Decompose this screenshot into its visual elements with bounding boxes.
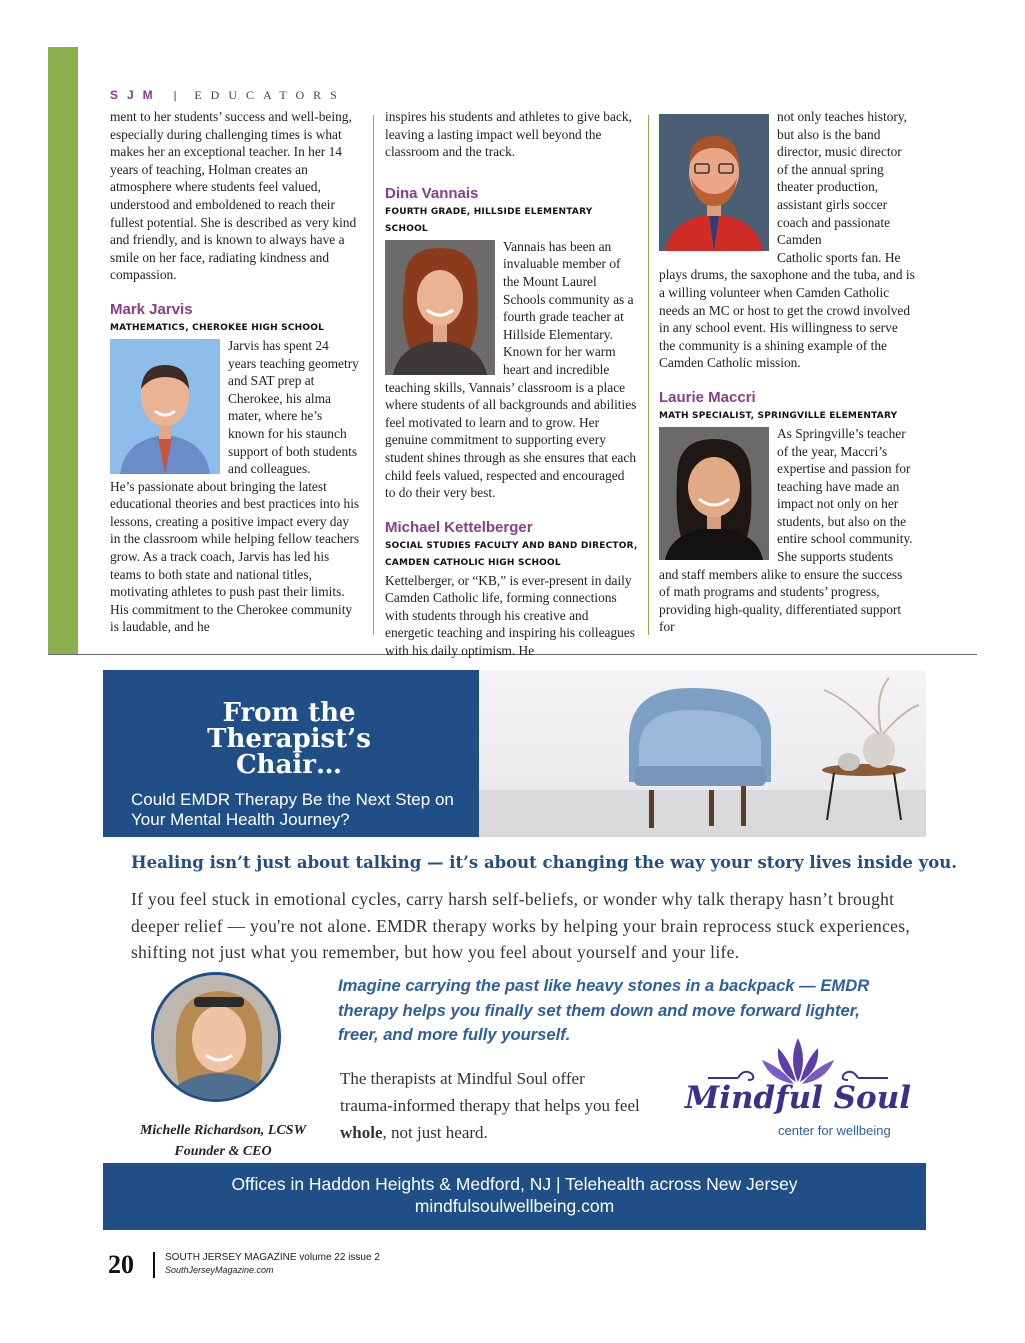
ad-body: If you feel stuck in emotional cycles, carry harsh self-beliefs, or wonder why talk therapy hasn’t brought deeper relief — you're not alone. EMDR therapy works by helping your brain reprocess stuck experiences, shifting not just what you remember, but how you feel about yourself and your life. xyxy=(131,889,911,962)
therapist-title: Founder & CEO xyxy=(174,1144,272,1159)
paragraph: Catholic sports fan. He plays drums, the saxophone and the tuba, and is a willing volunteer when Camden Catholic needs an MC or host to get the crowd involved in any school event. His willingness to serve the community is a shining example of the Camden Catholic mission. xyxy=(659,249,915,371)
magazine-url[interactable]: SouthJerseyMagazine.com xyxy=(165,1265,274,1275)
educator-name: Dina Vannais xyxy=(385,184,479,202)
paragraph: teaching skills, Vannais’ classroom is a place where students of all backgrounds and abilities feel motivated to learn and to grow. Her genuine commitment to supporting every student shines through as she ensures that each child feels valued, respected and encouraged to do their very best. xyxy=(385,379,637,501)
ad-emphasis: Imagine carrying the past like heavy stones in a backpack — EMDR therapy helps you finally set them down and move forward lighter, freer, and more fully yourself. xyxy=(338,976,870,1044)
paragraph: He’s passionate about bringing the latest educational theories and best practices into his lessons, creating a positive impact every day in the classroom while helping fellow teachers grow. As a track coach, Jarvis has led his teams to both state and national titles, motivating athletes to push past their limits. His commitment to the Cherokee community is laudable, and he xyxy=(110,478,360,635)
educator-name: Laurie Maccri xyxy=(659,388,756,406)
page-number: 20 xyxy=(108,1250,134,1279)
educator-role: FOURTH GRADE, HILLSIDE ELEMENTARY SCHOOL xyxy=(385,206,593,234)
educator-role: MATH SPECIALIST, SPRINGVILLE ELEMENTARY xyxy=(659,410,898,421)
website-link[interactable]: mindfulsoulwellbeing.com xyxy=(414,1196,615,1216)
logo-tagline: center for wellbeing xyxy=(778,1123,891,1138)
paragraph: As Springville’s teacher of the year, Maccri’s expertise and passion for teaching have made an impact not only on her students, but also on the entire school community. xyxy=(777,425,913,547)
section-label: EDUCATORS xyxy=(194,88,346,102)
ad-banner xyxy=(103,670,926,837)
brand-label: SJM xyxy=(110,88,162,102)
ad-subtitle: Could EMDR Therapy Be the Next Step on Your Mental Health Journey? xyxy=(131,790,454,829)
logo-wordmark: Mindful Soul xyxy=(684,1080,912,1116)
accent-bar xyxy=(48,47,78,655)
portrait-photo xyxy=(385,240,495,375)
educator-role: MATHEMATICS, CHEROKEE HIGH SCHOOL xyxy=(110,322,325,333)
paragraph: inspires his students and athletes to give back, leaving a lasting impact well beyond the classroom and the track. xyxy=(385,109,632,160)
paragraph: not only teaches history, but also is the band director, music director of the annual spring theater production, assistant girls soccer coach and passionate Camden xyxy=(777,109,908,248)
ad-footer xyxy=(103,1163,926,1230)
ad-quote-end: , not just heard. xyxy=(382,1123,488,1142)
paragraph: She supports students and staff members alike to ensure the success of math programs and students’ progress, providing high-quality, differentiated support for xyxy=(659,549,903,635)
article-column-1 xyxy=(110,108,360,636)
magazine-issue: SOUTH JERSEY MAGAZINE volume 22 issue 2 xyxy=(165,1252,380,1263)
mindful-soul-logo xyxy=(678,1030,918,1150)
ad-quote-text: The therapists at Mindful Soul offer trauma-informed therapy that helps you feel xyxy=(340,1069,640,1115)
portrait-photo xyxy=(110,339,220,474)
therapist-portrait xyxy=(151,972,281,1102)
portrait-photo xyxy=(659,114,769,251)
educator-name: Mark Jarvis xyxy=(110,300,193,318)
ad-banner-panel xyxy=(103,670,479,837)
educator-role: SOCIAL STUDIES FACULTY AND BAND DIRECTOR, CAMDEN CATHOLIC HIGH SCHOOL xyxy=(385,540,638,568)
armchair-photo xyxy=(479,670,926,837)
paragraph: Vannais has been an invaluable member of the Mount Laurel Schools community as a fourth grade teacher at Hillside Elementary. Known for her warm heart and incredible xyxy=(503,238,634,377)
paragraph: ment to her students’ success and well-being, especially during challenging times is what makes her an exceptional teacher. In her 14 years of teaching, Holman creates an atmosphere where students feel valued, understood and emboldened to reach their fullest potential. She is described as very kind and friendly, and is known to always have a smile on her face, radiating kindness and compassion. xyxy=(110,109,357,283)
ad-quote-emphasis: whole xyxy=(340,1123,383,1142)
ad-title: From the Therapist’s Chair… xyxy=(207,698,371,780)
advertisement xyxy=(103,670,957,1230)
article-column-2 xyxy=(385,108,638,660)
therapist-signature xyxy=(123,1120,323,1162)
portrait-photo xyxy=(659,427,769,560)
paragraph: Jarvis has spent 24 years teaching geometry and SAT prep at Cherokee, his alma mater, where he’s known for his staunch support of both students and colleagues. xyxy=(228,337,359,477)
paragraph: Kettelberger, or “KB,” is ever-present in daily Camden Catholic life, forming connections with students through his creative and energetic teaching and inspiring his colleagues with his daily optimism. He xyxy=(385,572,636,659)
header-divider: | xyxy=(173,88,183,102)
folio-divider xyxy=(153,1252,155,1278)
ad-quote xyxy=(340,1065,640,1146)
section-header xyxy=(110,88,346,103)
column-divider xyxy=(373,115,374,635)
therapist-name: Michelle Richardson, LCSW xyxy=(139,1123,307,1138)
educator-name: Michael Kettelberger xyxy=(385,518,533,536)
office-locations: Offices in Haddon Heights & Medford, NJ | Telehealth across New Jersey xyxy=(231,1174,798,1194)
ad-headline: Healing isn’t just about talking — it’s about changing the way your story lives inside you. xyxy=(131,853,957,872)
article-column-3 xyxy=(659,108,915,636)
column-divider xyxy=(648,115,649,635)
